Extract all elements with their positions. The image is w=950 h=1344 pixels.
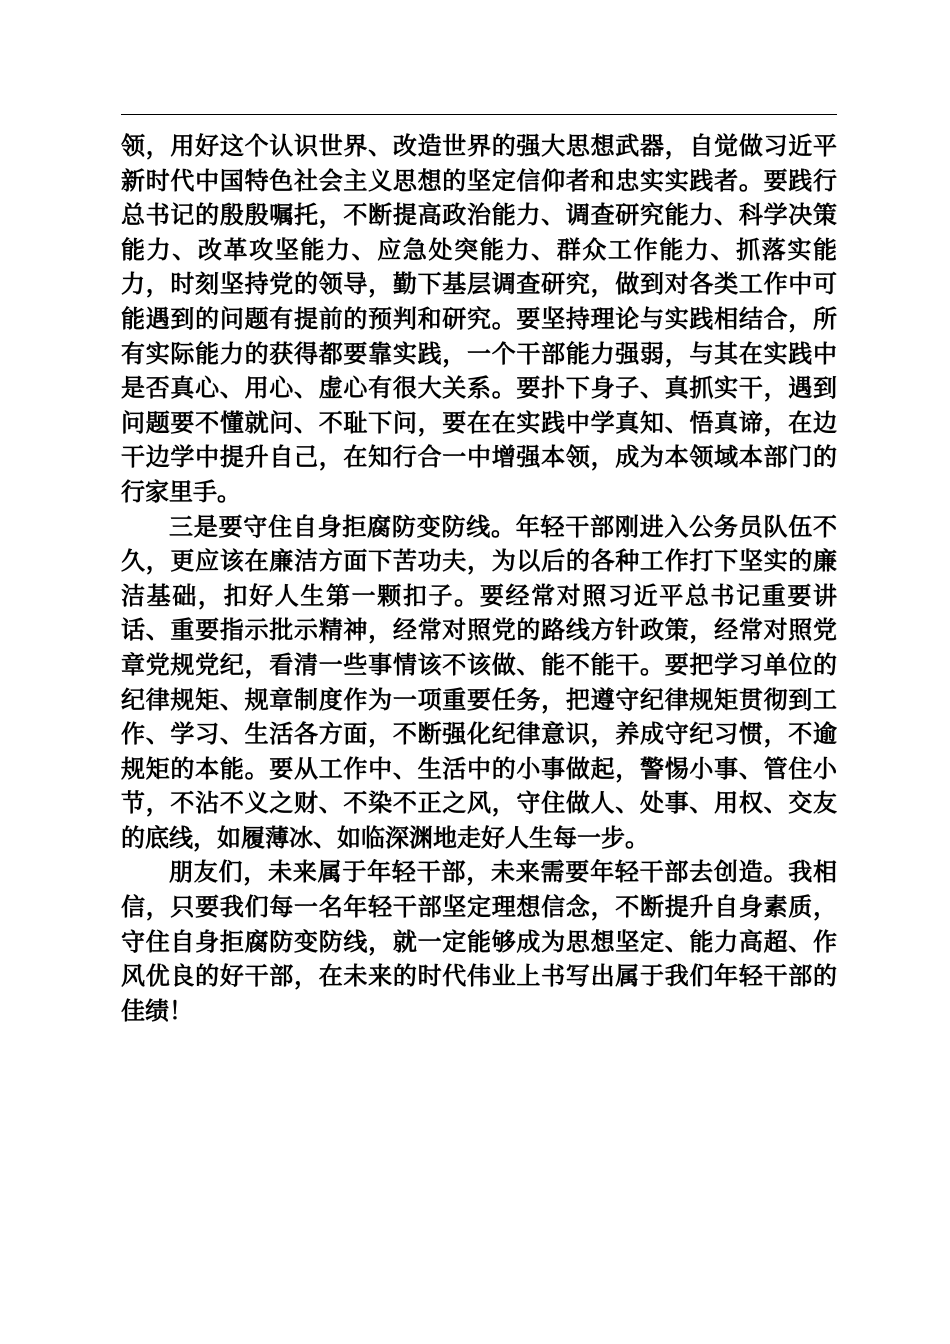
document-body (121, 129, 837, 1028)
paragraph-integrity: 三是要守住自身拒腐防变防线。年轻干部刚进入公务员队伍不久，更应该在廉洁方面下苦功夫，为以后的各种工作打下坚实的廉洁基础，扣好人生第一颗扣子。要经常对照习近平总书记重要讲话、重要指示批示精神，经常对照党的路线方针政策，经常对照党章党规党纪，看清一些事情该不该做、能不能干。要把学习单位的纪律规矩、规章制度作为一项重要任务，把遵守纪律规矩贯彻到工作、学习、生活各方面，不断强化纪律意识，养成守纪习惯，不逾规矩的本能。要从工作中、生活中的小事做起，警惕小事、管住小节，不沾不义之财、不染不正之风，守住做人、处事、用权、交友的底线，如履薄冰、如临深渊地走好人生每一步。 (121, 512, 837, 852)
paragraph-continuation: 领，用好这个认识世界、改造世界的强大思想武器，自觉做习近平新时代中国特色社会主义思想的坚定信仰者和忠实实践者。要践行总书记的殷殷嘱托，不断提高政治能力、调查研究能力、科学决策能力、改革攻坚能力、应急处突能力、群众工作能力、抓落实能力，时刻坚持党的领导，勤下基层调查研究，做到对各类工作中可能遇到的问题有提前的预判和研究。要坚持理论与实践相结合，所有实际能力的获得都要靠实践，一个干部能力强弱，与其在实践中是否真心、用心、虚心有很大关系。要扑下身子、真抓实干，遇到问题要不懂就问、不耻下问，要在在实践中学真知、悟真谛，在边干边学中提升自己，在知行合一中增强本领，成为本领域本部门的行家里手。 (121, 132, 837, 506)
paragraph-closing: 朋友们，未来属于年轻干部，未来需要年轻干部去创造。我相信，只要我们每一名年轻干部坚定理想信念，不断提升自身素质，守住自身拒腐防变防线，就一定能够成为思想坚定、能力高超、作风优良的好干部，在未来的时代伟业上书写出属于我们年轻干部的佳绩！ (121, 858, 837, 1025)
header-rule (121, 114, 837, 115)
